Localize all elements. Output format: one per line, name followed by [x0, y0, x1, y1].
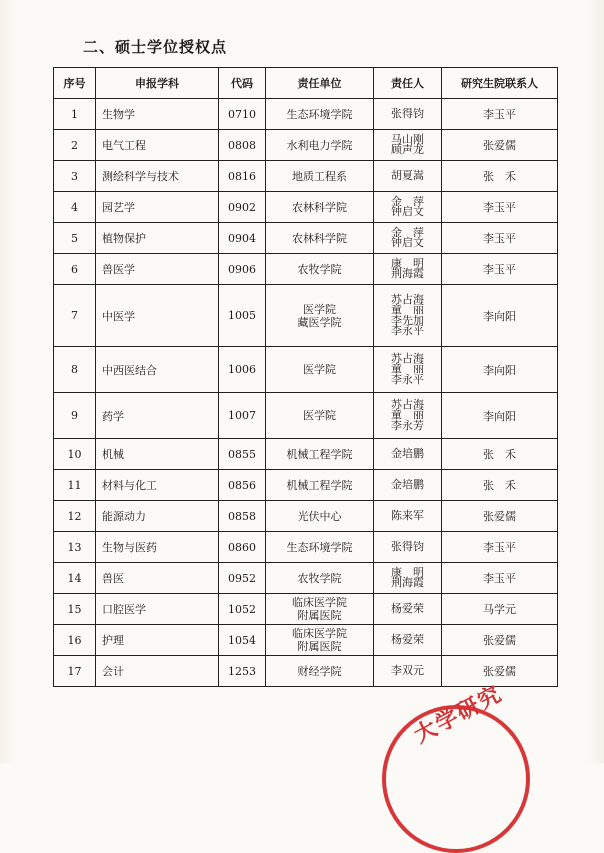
row-contact-cell: 李玉平	[442, 223, 558, 254]
row-index-cell: 12	[54, 501, 96, 532]
responsible-person: 李双元	[391, 663, 424, 677]
responsible-person: 苏占海	[391, 351, 424, 365]
header-contact: 研究生院联系人	[442, 68, 558, 99]
row-unit-cell	[266, 439, 374, 470]
row-code-cell: 0710	[219, 99, 266, 130]
row-index-cell: 13	[54, 532, 96, 563]
responsible-person: 金培鹏	[391, 477, 424, 491]
responsible-person: 苏占海	[391, 292, 424, 306]
row-unit-cell	[266, 594, 374, 625]
row-code-cell: 0855	[219, 439, 266, 470]
unit-line: 临床医学院	[292, 627, 347, 640]
unit-line: 光伏中心	[297, 509, 342, 523]
row-responsible-cell	[374, 563, 442, 594]
row-subject-cell: 机械	[96, 439, 219, 470]
header-unit: 责任单位	[266, 68, 374, 99]
table-row	[54, 470, 558, 501]
row-index-cell: 14	[54, 563, 96, 594]
row-subject-cell: 植物保护	[96, 223, 219, 254]
responsible-person: 顾声龙	[391, 143, 424, 156]
row-index-cell: 8	[54, 347, 96, 393]
row-subject-cell: 生物学	[96, 99, 219, 130]
row-unit-cell	[266, 223, 374, 254]
row-unit-cell	[266, 532, 374, 563]
row-contact-cell: 李向阳	[442, 285, 558, 347]
unit-line: 生态环境学院	[286, 540, 353, 554]
responsible-person: 苏占海	[391, 397, 424, 411]
row-unit-cell	[266, 625, 374, 656]
row-subject-cell: 园艺学	[96, 192, 219, 223]
unit-line: 临床医学院	[292, 596, 347, 609]
row-contact-cell: 李向阳	[442, 393, 558, 439]
row-responsible-cell	[374, 439, 442, 470]
table-row	[54, 130, 558, 161]
row-subject-cell: 材料与化工	[96, 470, 219, 501]
row-index-cell: 4	[54, 192, 96, 223]
row-contact-cell: 张爱儒	[442, 656, 558, 687]
unit-line: 医学院	[303, 302, 336, 316]
unit-line: 生态环境学院	[286, 107, 353, 121]
section-heading: 二、硕士学位授权点	[83, 38, 228, 56]
responsible-person: 马山刚	[391, 132, 424, 146]
row-subject-cell: 兽医	[96, 563, 219, 594]
responsible-person: 李先加	[391, 313, 424, 327]
responsible-person: 张得钧	[391, 539, 424, 553]
responsible-person: 陈来军	[391, 508, 424, 522]
row-unit-cell	[266, 99, 374, 130]
table-row	[54, 532, 558, 563]
header-responsible: 责任人	[374, 68, 442, 99]
row-subject-cell: 会计	[96, 656, 219, 687]
row-contact-cell: 马学元	[442, 594, 558, 625]
row-responsible-cell	[374, 130, 442, 161]
unit-line: 机械工程学院	[286, 478, 353, 492]
row-unit-cell	[266, 656, 374, 687]
row-unit-cell	[266, 501, 374, 532]
unit-line: 机械工程学院	[286, 447, 353, 461]
row-subject-cell: 口腔医学	[96, 594, 219, 625]
row-subject-cell: 兽医学	[96, 254, 219, 285]
row-index-cell: 16	[54, 625, 96, 656]
row-index-cell: 11	[54, 470, 96, 501]
row-code-cell: 1054	[219, 625, 266, 656]
responsible-person: 康 明	[391, 256, 424, 270]
responsible-person: 金 萍	[391, 225, 424, 239]
row-unit-cell	[266, 161, 374, 192]
row-index-cell: 1	[54, 99, 96, 130]
unit-line: 农牧学院	[297, 262, 342, 276]
responsible-person: 童 丽	[391, 303, 424, 316]
row-responsible-cell	[374, 470, 442, 501]
row-code-cell: 1007	[219, 393, 266, 439]
responsible-person: 李永平	[391, 372, 424, 386]
table-row	[54, 285, 558, 347]
table-row	[54, 594, 558, 625]
row-responsible-cell	[374, 532, 442, 563]
table-header-row	[54, 68, 558, 99]
row-unit-cell	[266, 254, 374, 285]
row-contact-cell: 李玉平	[442, 563, 558, 594]
table-body	[54, 99, 558, 687]
degree-authorization-table	[53, 67, 558, 687]
unit-line: 农牧学院	[297, 571, 342, 585]
table-row	[54, 625, 558, 656]
responsible-person: 李永平	[391, 324, 424, 337]
row-code-cell: 0952	[219, 563, 266, 594]
unit-line: 农林科学院	[292, 231, 347, 245]
row-unit-cell	[266, 393, 374, 439]
row-unit-cell	[266, 563, 374, 594]
row-subject-cell: 中西医结合	[96, 347, 219, 393]
table-row	[54, 192, 558, 223]
row-subject-cell: 能源动力	[96, 501, 219, 532]
table-row	[54, 223, 558, 254]
row-code-cell: 0816	[219, 161, 266, 192]
row-subject-cell: 药学	[96, 393, 219, 439]
table-row	[54, 99, 558, 130]
row-unit-cell	[266, 347, 374, 393]
row-code-cell: 1006	[219, 347, 266, 393]
unit-line: 医学院	[303, 409, 336, 422]
row-index-cell: 5	[54, 223, 96, 254]
row-subject-cell: 电气工程	[96, 130, 219, 161]
row-code-cell: 1005	[219, 285, 266, 347]
row-code-cell: 0808	[219, 130, 266, 161]
row-subject-cell: 中医学	[96, 285, 219, 347]
row-contact-cell: 李向阳	[442, 347, 558, 393]
table-row	[54, 393, 558, 439]
row-contact-cell: 张 禾	[442, 161, 558, 192]
row-unit-cell	[266, 130, 374, 161]
responsible-person: 荆海霞	[391, 576, 424, 589]
unit-line: 藏医学院	[297, 315, 342, 329]
unit-line: 财经学院	[297, 664, 342, 678]
row-code-cell: 1052	[219, 594, 266, 625]
unit-line: 附属医院	[297, 640, 342, 653]
row-responsible-cell	[374, 161, 442, 192]
row-index-cell: 15	[54, 594, 96, 625]
row-responsible-cell	[374, 594, 442, 625]
responsible-person: 胡夏嵩	[391, 168, 424, 182]
responsible-person: 张得钧	[391, 106, 424, 120]
header-index: 序号	[54, 68, 96, 99]
row-code-cell: 0906	[219, 254, 266, 285]
responsible-person: 童 丽	[391, 362, 424, 376]
row-code-cell: 0856	[219, 470, 266, 501]
row-contact-cell: 张 禾	[442, 470, 558, 501]
row-responsible-cell	[374, 393, 442, 439]
table-row	[54, 439, 558, 470]
responsible-person: 童 丽	[391, 408, 424, 422]
table-row	[54, 501, 558, 532]
row-code-cell: 0858	[219, 501, 266, 532]
row-unit-cell	[266, 470, 374, 501]
official-seal-text: 大学研究	[410, 681, 507, 749]
table-row	[54, 563, 558, 594]
row-contact-cell: 李玉平	[442, 254, 558, 285]
responsible-person: 杨爱荣	[391, 632, 424, 646]
row-contact-cell: 李玉平	[442, 532, 558, 563]
responsible-person: 金培鹏	[391, 446, 424, 460]
row-contact-cell: 李玉平	[442, 192, 558, 223]
row-contact-cell: 张爱儒	[442, 625, 558, 656]
row-subject-cell: 护理	[96, 625, 219, 656]
responsible-person: 康 明	[391, 565, 424, 579]
table-row	[54, 347, 558, 393]
row-subject-cell: 测绘科学与技术	[96, 161, 219, 192]
unit-line: 水利电力学院	[286, 138, 353, 152]
unit-line: 农林科学院	[292, 200, 347, 214]
header-code: 代码	[219, 68, 266, 99]
row-code-cell: 0904	[219, 223, 266, 254]
row-code-cell: 0902	[219, 192, 266, 223]
row-contact-cell: 张爱儒	[442, 130, 558, 161]
row-responsible-cell	[374, 347, 442, 393]
unit-line: 地质工程系	[292, 169, 347, 183]
responsible-person: 钟启文	[391, 236, 424, 249]
row-responsible-cell	[374, 625, 442, 656]
row-subject-cell: 生物与医药	[96, 532, 219, 563]
table-row	[54, 254, 558, 285]
unit-line: 医学院	[303, 363, 336, 376]
row-contact-cell: 李玉平	[442, 99, 558, 130]
row-index-cell: 17	[54, 656, 96, 687]
row-responsible-cell	[374, 254, 442, 285]
row-contact-cell: 张 禾	[442, 439, 558, 470]
row-responsible-cell	[374, 99, 442, 130]
responsible-person: 钟启文	[391, 205, 424, 218]
row-unit-cell	[266, 285, 374, 347]
row-index-cell: 3	[54, 161, 96, 192]
responsible-person: 金 萍	[391, 194, 424, 208]
row-index-cell: 7	[54, 285, 96, 347]
responsible-person: 杨爱荣	[391, 601, 424, 615]
row-code-cell: 0860	[219, 532, 266, 563]
unit-line: 附属医院	[297, 609, 342, 622]
responsible-person: 李永芳	[391, 418, 424, 432]
header-subject: 申报学科	[96, 68, 219, 99]
row-index-cell: 9	[54, 393, 96, 439]
responsible-person: 荆海霞	[391, 267, 424, 280]
row-responsible-cell	[374, 192, 442, 223]
row-index-cell: 2	[54, 130, 96, 161]
table-row	[54, 161, 558, 192]
row-responsible-cell	[374, 285, 442, 347]
row-code-cell: 1253	[219, 656, 266, 687]
row-responsible-cell	[374, 223, 442, 254]
row-unit-cell	[266, 192, 374, 223]
row-responsible-cell	[374, 501, 442, 532]
row-index-cell: 10	[54, 439, 96, 470]
row-index-cell: 6	[54, 254, 96, 285]
row-contact-cell: 张爱儒	[442, 501, 558, 532]
row-responsible-cell	[374, 656, 442, 687]
